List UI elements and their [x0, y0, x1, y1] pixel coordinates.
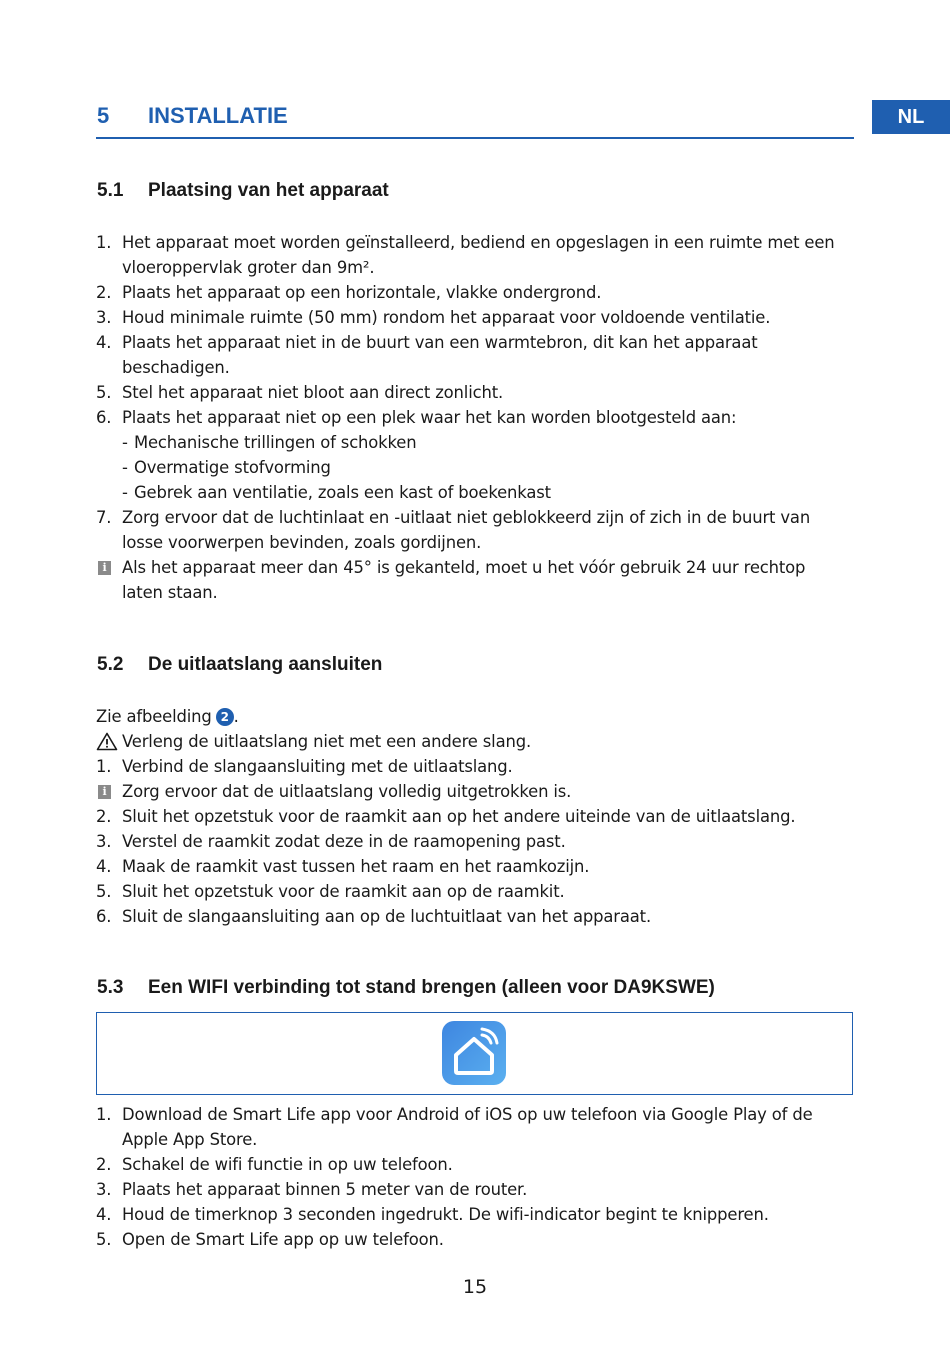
list-item: [96, 754, 856, 779]
page-number: 15: [462, 1276, 488, 1298]
list-item-text: Als het apparaat meer dan 45° is gekanteld, moet u het vóór gebruik 24 uur rechtop: [122, 558, 806, 577]
list-item-text: Apple App Store.: [122, 1130, 258, 1149]
list-item-text: Verbind de slangaansluiting met de uitlaatslang.: [122, 757, 513, 776]
list-item: [96, 1227, 856, 1252]
list-item: [96, 530, 856, 555]
list-item: [96, 879, 856, 904]
list-item-text: Sluit het opzetstuk voor de raamkit aan op het andere uiteinde van de uitlaatslang.: [122, 807, 796, 826]
list-item-text: Overmatige stofvorming: [134, 458, 331, 477]
list-item: [96, 580, 856, 605]
list-marker: 3.: [96, 832, 112, 851]
list-item-text: Open de Smart Life app op uw telefoon.: [122, 1230, 444, 1249]
list-item-text: Zorg ervoor dat de uitlaatslang volledig uitgetrokken is.: [122, 782, 572, 801]
subsection-title: Een WIFI verbinding tot stand brengen (alleen voor DA9KSWE): [148, 977, 715, 998]
list-item: [96, 829, 856, 854]
list-item: [96, 405, 856, 430]
list-item-text: Download de Smart Life app voor Android of iOS op uw telefoon via Google Play of de: [122, 1105, 813, 1124]
figure-reference: [96, 704, 856, 729]
subsection-title: De uitlaatslang aansluiten: [148, 654, 383, 675]
warning-icon: [96, 732, 118, 751]
section-number: 5: [97, 103, 110, 128]
list-item-text: Het apparaat moet worden geïnstalleerd, bediend en opgeslagen in een ruimte met een: [122, 233, 835, 252]
list-item: [96, 305, 856, 330]
list-item-text: losse voorwerpen bevinden, zoals gordijnen.: [122, 533, 482, 552]
list-marker: 4.: [96, 857, 112, 876]
subsection-number: 5.2: [97, 654, 124, 675]
list-marker: -: [122, 458, 128, 477]
list-item: [96, 505, 856, 530]
list-marker: 4.: [96, 333, 112, 352]
list-item-text: Plaats het apparaat binnen 5 meter van de router.: [122, 1180, 528, 1199]
list-item: [96, 729, 856, 754]
subsection-number: 5.3: [97, 977, 124, 998]
list-marker: 3.: [96, 308, 112, 327]
list-item-text: Plaats het apparaat op een horizontale, vlakke ondergrond.: [122, 283, 602, 302]
section-divider: [96, 137, 854, 139]
list-item-text: Verleng de uitlaatslang niet met een andere slang.: [122, 732, 532, 751]
section-title: INSTALLATIE: [148, 103, 288, 128]
list-marker: 4.: [96, 1205, 112, 1224]
list-item-text: Maak de raamkit vast tussen het raam en het raamkozijn.: [122, 857, 590, 876]
list-item: [96, 854, 856, 879]
list-item-text: Sluit de slangaansluiting aan op de luchtuitlaat van het apparaat.: [122, 907, 652, 926]
list-item-text: Sluit het opzetstuk voor de raamkit aan op de raamkit.: [122, 882, 565, 901]
list-item-text: Houd de timerknop 3 seconden ingedrukt. De wifi-indicator begint te knipperen.: [122, 1205, 769, 1224]
list-marker: 1.: [96, 757, 112, 776]
subsection-heading-5-2: [97, 654, 857, 678]
smart-life-app-icon: [442, 1021, 506, 1085]
figure-number-badge: 2: [216, 708, 234, 726]
info-icon: i: [98, 561, 111, 575]
list-marker: 7.: [96, 508, 112, 527]
subsection-title: Plaatsing van het apparaat: [148, 180, 389, 201]
list-item: [96, 1102, 856, 1127]
list-marker: 1.: [96, 233, 112, 252]
list-marker: 2.: [96, 1155, 112, 1174]
list-marker: 6.: [96, 408, 112, 427]
list-item: [96, 779, 856, 804]
list-item-text: beschadigen.: [122, 358, 230, 377]
figure-reference-text: Zie afbeelding: [96, 707, 212, 726]
list-item: [96, 380, 856, 405]
subsection-heading-5-1: [97, 180, 857, 204]
list-item: [96, 355, 856, 380]
list-item-text: Zorg ervoor dat de luchtinlaat en -uitlaat niet geblokkeerd zijn of zich in de buurt van: [122, 508, 811, 527]
list-item: [96, 455, 856, 480]
list-item-text: Verstel de raamkit zodat deze in de raamopening past.: [122, 832, 566, 851]
list-item-text: Mechanische trillingen of schokken: [134, 433, 417, 452]
app-icon-box: [96, 1012, 853, 1095]
list-marker: 2.: [96, 807, 112, 826]
list-item-text: Stel het apparaat niet bloot aan direct zonlicht.: [122, 383, 504, 402]
list-item: [96, 1152, 856, 1177]
figure-reference-end: .: [233, 707, 239, 726]
list-item-text: laten staan.: [122, 583, 218, 602]
language-tab: NL: [872, 100, 950, 134]
list-marker: -: [122, 483, 128, 502]
list-item-text: Plaats het apparaat niet op een plek waar het kan worden blootgesteld aan:: [122, 408, 737, 427]
list-item: [96, 1202, 856, 1227]
list-item: [96, 230, 856, 255]
list-marker: 3.: [96, 1180, 112, 1199]
list-marker: 5.: [96, 1230, 112, 1249]
list-item-text: vloeroppervlak groter dan 9m².: [122, 258, 375, 277]
list-marker: 5.: [96, 383, 112, 402]
list-marker: 1.: [96, 1105, 112, 1124]
info-icon: i: [98, 785, 111, 799]
list-item: [96, 255, 856, 280]
list-marker: 6.: [96, 907, 112, 926]
list-item: [96, 904, 856, 929]
subsection-number: 5.1: [97, 180, 124, 201]
list-item: [96, 430, 856, 455]
subsection-heading-5-3: [97, 977, 857, 1001]
list-item: [96, 555, 856, 580]
list-item: [96, 804, 856, 829]
list-marker: 5.: [96, 882, 112, 901]
list-item-text: Houd minimale ruimte (50 mm) rondom het apparaat voor voldoende ventilatie.: [122, 308, 771, 327]
list-marker: 2.: [96, 283, 112, 302]
list-item: [96, 1177, 856, 1202]
list-item-text: Plaats het apparaat niet in de buurt van een warmtebron, dit kan het apparaat: [122, 333, 758, 352]
list-item: [96, 280, 856, 305]
list-item: [96, 330, 856, 355]
list-item: [96, 480, 856, 505]
list-marker: -: [122, 433, 128, 452]
list-item-text: Gebrek aan ventilatie, zoals een kast of boekenkast: [134, 483, 551, 502]
list-item: [96, 1127, 856, 1152]
list-item-text: Schakel de wifi functie in op uw telefoon.: [122, 1155, 453, 1174]
